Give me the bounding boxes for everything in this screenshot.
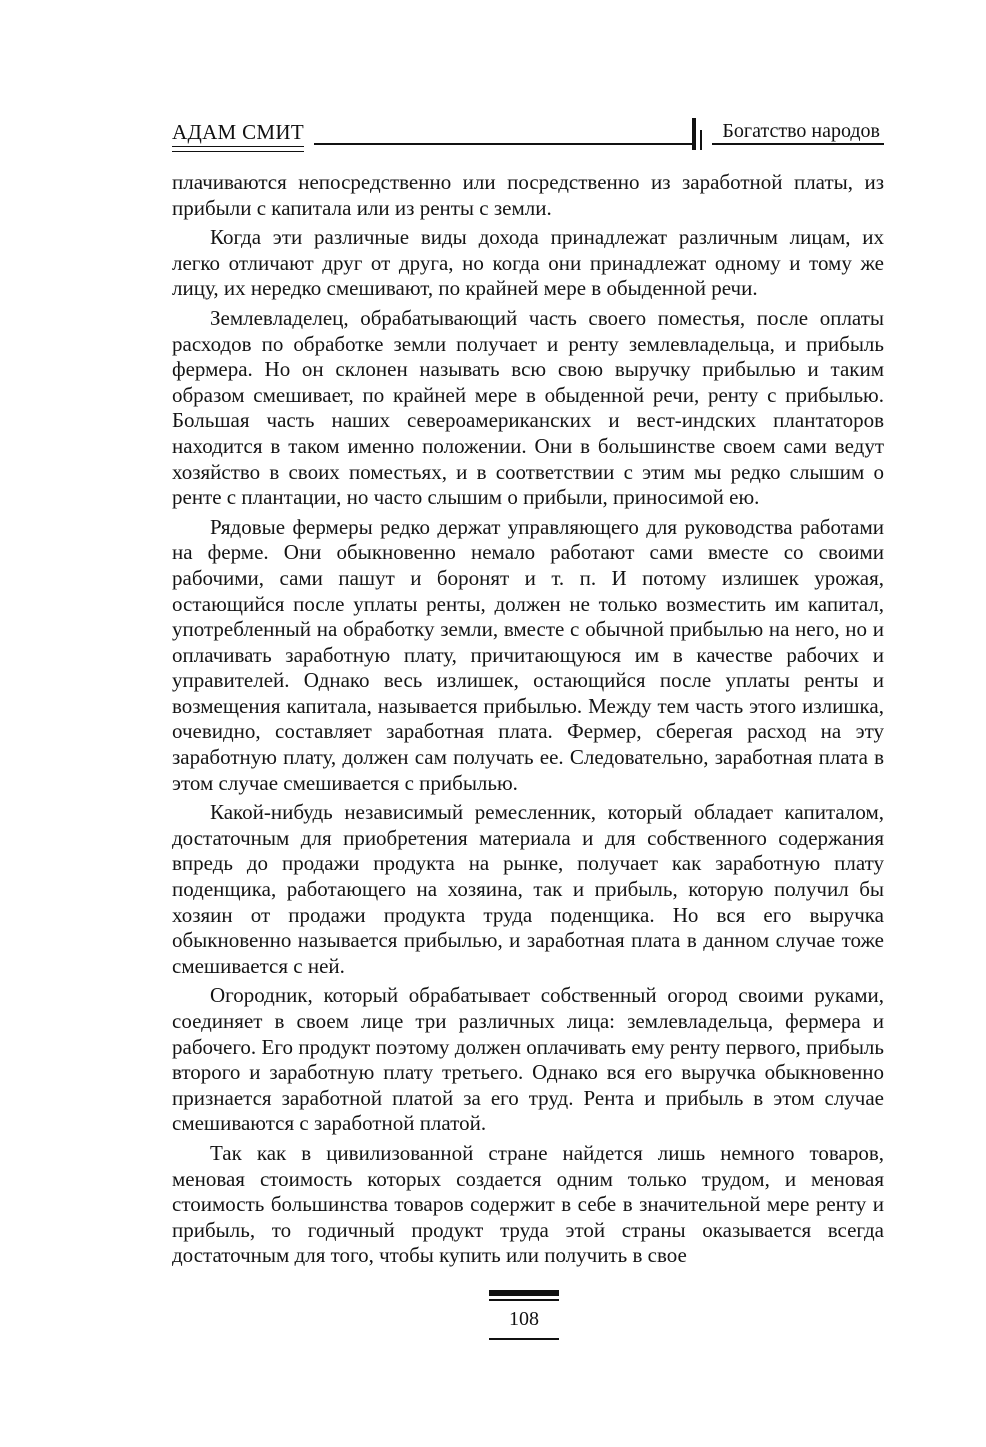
- paragraph: Землевладелец, обрабатывающий часть своего поместья, после оплаты расходов по обработке земли получает и ренту землевладельца, и прибыль фермера. Но он склонен называть всю свою выручку прибылью и таким образом смешивает, по крайней мере в обыденной речи, ренту с прибылью. Большая часть наших североамериканских и вест-индских плантаторов находится в таком именно положении. Они в большинстве своем сами ведут хозяйство в своих поместьях, и в соответствии с этим мы редко слышим о ренте с плантации, но часто слышим о прибыли, приносимой ею.: [172, 305, 884, 510]
- header-author: АДАМ СМИТ: [172, 120, 304, 144]
- header-rule: [314, 143, 696, 145]
- paragraph-continued: плачиваются непосредственно или посредственно из заработной платы, из прибыли с капитала или из ренты с земли.: [172, 170, 884, 220]
- paragraph: Рядовые фермеры редко держат управляющего для руководства работами на ферме. Они обыкновенно немало работают сами вместе со своими рабочими, сами пашут и боронят и т. п. И потому излишек урожая, остающийся после уплаты ренты, должен не только возместить им капитал, употребленный на обработку земли, вместе с обычной прибылью на него, но и оплачивать заработную плату, причитающуюся им в качестве рабочих и управителей. Однако весь излишек, остающийся после уплаты ренты и возмещения капитала, называется прибылью. Между тем часть этого излишка, очевидно, составляет заработная плата. Фермер, сберегая расход на эту заработную плату, должен сам получать ее. Следовательно, заработная плата в этом случае смешивается с прибылью.: [172, 514, 884, 795]
- paragraph: Какой-нибудь независимый ремесленник, который обладает капиталом, достаточным для приобретения материала и для собственного содержания впредь до продажи продукта на рынке, получает как заработную плату поденщика, работающего на хозяина, так и прибыль, которую получил бы хозяин от продажи продукта труда поденщика. Но вся его выручка обыкновенно называется прибылью, и заработная плата в данном случае тоже смешивается с ней.: [172, 800, 884, 978]
- header-divider-thin: [700, 130, 702, 150]
- page-number-rule-top-thin: [489, 1299, 559, 1301]
- header-book-title: Богатство народов: [722, 120, 880, 142]
- body-text: [172, 170, 884, 1273]
- page-number-rule-bottom: [489, 1338, 559, 1340]
- paragraph: Когда эти различные виды дохода принадлежат различным лицам, их легко отличают друг от друга, но когда они принадлежат одному и тому же лицу, их нередко смешивают, по крайней мере в обыденной речи.: [172, 225, 884, 301]
- author-underline-rule: [172, 146, 304, 152]
- page-number: 108: [509, 1308, 539, 1330]
- paragraph: Так как в цивилизованной стране найдется лишь немного товаров, меновая стоимость которых создается одним только трудом, и меновая стоимость большинства товаров содержит в себе в значительной мере ренту и прибыль, то годичный продукт труда этой страны оказывается всегда достаточным для того, чтобы купить или получить в свое: [172, 1140, 884, 1268]
- page-number-rule-top: [489, 1290, 559, 1296]
- running-header: [172, 110, 884, 160]
- header-divider: [692, 118, 696, 150]
- paragraph: Огородник, который обрабатывает собственный огород своими руками, соединяет в своем лице три различных лица: землевладельца, фермера и рабочего. Его продукт поэтому должен оплачивать ему ренту первого, прибыль второго и заработную плату третьего. Однако вся его выручка обыкновенно признается заработной платой за его труд. Рента и прибыль в этом случае смешиваются с заработной платой.: [172, 983, 884, 1136]
- header-rule-right: [712, 143, 884, 145]
- page-footer: [464, 1290, 564, 1350]
